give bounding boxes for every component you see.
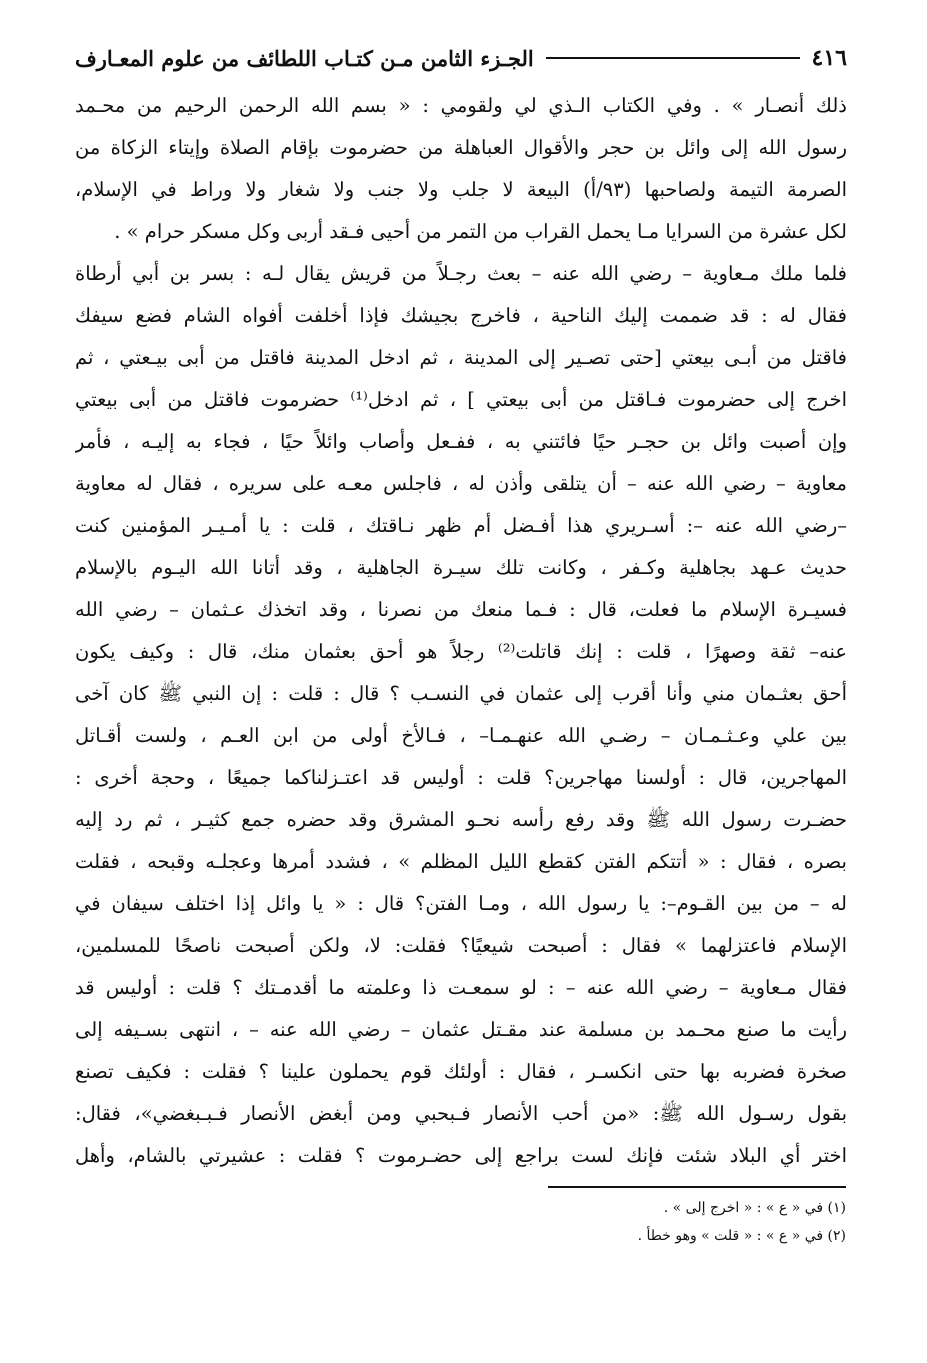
footnote: (١) في « ع » : « اخرج إلى » . bbox=[663, 1200, 846, 1216]
text-line: رسول الله إلى وائل بن حجر والأقوال العباهلة من حضرموت بإقام الصلاة وإيتاء الزكاة من bbox=[75, 136, 847, 159]
text-line: بين علي وعـثـمـان – رضـي الله عنهـمـا– ، فـالأخ أولى من ابن العـم ، ولست أقـاتل bbox=[75, 724, 847, 747]
footnotes bbox=[500, 1194, 846, 1250]
text-line: فسيـرة الإسلام ما فعلت، قال : فـما منعك من نصرنا ، وقد اتخذك عـثمان – رضي الله bbox=[75, 598, 847, 621]
text-line: عنه– ثقة وصهرًا ، قلت : إنك قاتلت⁽²⁾ رجلاً هو أحق بعثمان منك، قال : وكيف يكون bbox=[75, 640, 847, 663]
header-rule bbox=[546, 57, 800, 59]
text-line: الإسلام فاعتزلهما » فقال : أصبحت شيعيًا؟ فقلت: لا، ولكن أصبحت ناصحًا للمسلمين، bbox=[75, 934, 847, 957]
text-line: المهاجرين، قال : أولسنا مهاجرين؟ قلت : أوليس قد اعتـزلناكما جميعًا ، وحجة أخرى : bbox=[75, 766, 847, 789]
text-line: صخرة فضربه بها حتى انكسـر ، فقال : أولئك قوم يحملون علينا ؟ فقلت : فكيف تصنع bbox=[75, 1060, 847, 1083]
text-line: وإن أصبت وائل بن حجـر حيًا فائتني به ، ففـعل وأصاب وائلاً حيًا ، فجاء به إليـه ، فأمر bbox=[75, 430, 847, 453]
text-line: له – من بين القـوم–: يا رسول الله ، ومـا الفتن؟ قال : « يا وائل إذا اختلف سيفان في bbox=[75, 892, 847, 915]
body-text bbox=[75, 86, 847, 1176]
text-line: فقال له : قد ضممت إليك الناحية ، فاخرج بجيشك فإذا أخلفت أفواه الشام فضع سيفك bbox=[75, 304, 847, 327]
text-line: لكل عشرة من السرايا مـا يحمل القراب من التمر من أحيى فـقد أربى وكل مسكر حرام » . bbox=[114, 220, 847, 243]
footnote: (٢) في « ع » : « قلت » وهو خطأ . bbox=[637, 1228, 846, 1244]
text-line: ذلك أنصـار » . وفي الكتاب الـذي لي ولقومي : « بسم الله الرحمن الرحيم من محـمد bbox=[75, 94, 847, 117]
text-line: حضـرت رسول الله ﷺ وقد رفع رأسه نحـو المشرق وقد حضره جمع كثيـر ، ثم رد إليه bbox=[75, 808, 847, 831]
text-line: فقال مـعاوية – رضي الله عنه – : لو سمعـت ذا وعلمته ما أقدمـتك ؟ قلت : أوليس قد bbox=[75, 976, 847, 999]
text-line: –رضي الله عنه –: أسـريري هذا أفـضل أم ظهر نـاقتك ، قلت : يا أمـيـر المؤمنين كنت bbox=[75, 514, 847, 537]
text-line: معاوية – رضي الله عنه – أن يتلقى وأذن له ، فاجلس معـه على سريره ، فقال له معاوية bbox=[75, 472, 847, 495]
text-line: حديث عـهد بجاهلية وكـفر ، وكانت تلك سيـرة الجاهلية ، وقد أتانا الله اليـوم بالإسلام bbox=[75, 556, 847, 579]
page-number: ٤١٦ bbox=[811, 45, 847, 71]
text-line: اختر أي البلاد شئت فإنك لست براجع إلى حضـرموت ؟ فقلت : عشيرتي بالشام، وأهل bbox=[75, 1144, 847, 1167]
text-line: فلما ملك مـعاوية – رضي الله عنه – بعث رجـلاً من قريش يقال لـه : بسر بن أبي أرطاة bbox=[75, 262, 847, 285]
text-line: اخرج إلى حضرموت فـاقتل من أبى بيعتي ] ، ثم ادخل⁽¹⁾ حضرموت فاقتل من أبى بيعتي bbox=[75, 388, 847, 411]
text-line: الصرمة التيمة ولصاحبها (٩٣/أ) البيعة لا جلب ولا جنب ولا شغار ولا وراط في الإسلام، bbox=[75, 178, 847, 201]
footnote-rule bbox=[548, 1186, 846, 1188]
text-line: أحق بعثـمان مني وأنا أقرب إلى عثمان في النسـب ؟ قال : قلت : إن النبي ﷺ كان آخى bbox=[75, 682, 847, 705]
text-line: بقول رسـول الله ﷺ: «من أحب الأنصار فـبحبي ومن أبغض الأنصار فـبـبغضي»، فقال: bbox=[75, 1102, 847, 1125]
running-title: الجـزء الثامن مـن كتـاب اللطائف من علوم المعـارف bbox=[75, 45, 534, 71]
text-line: بصره ، فقال : « أتتكم الفتن كقطع الليل المظلم » ، فشدد أمرها وعجلـه وقبحه ، فقلت bbox=[75, 850, 847, 873]
page-header bbox=[75, 36, 847, 80]
text-line: رأيت ما صنع محـمد بن مسلمة عند مقـتل عثمان – رضي الله عنه – ، انتهى بسـيفه إلى bbox=[75, 1018, 847, 1041]
text-line: فاقتل من أبـى بيعتي [حتى تصـير إلى المدينة ، ثم ادخل المدينة فاقتل من أبى بيـعتي ، ثم bbox=[75, 346, 847, 369]
